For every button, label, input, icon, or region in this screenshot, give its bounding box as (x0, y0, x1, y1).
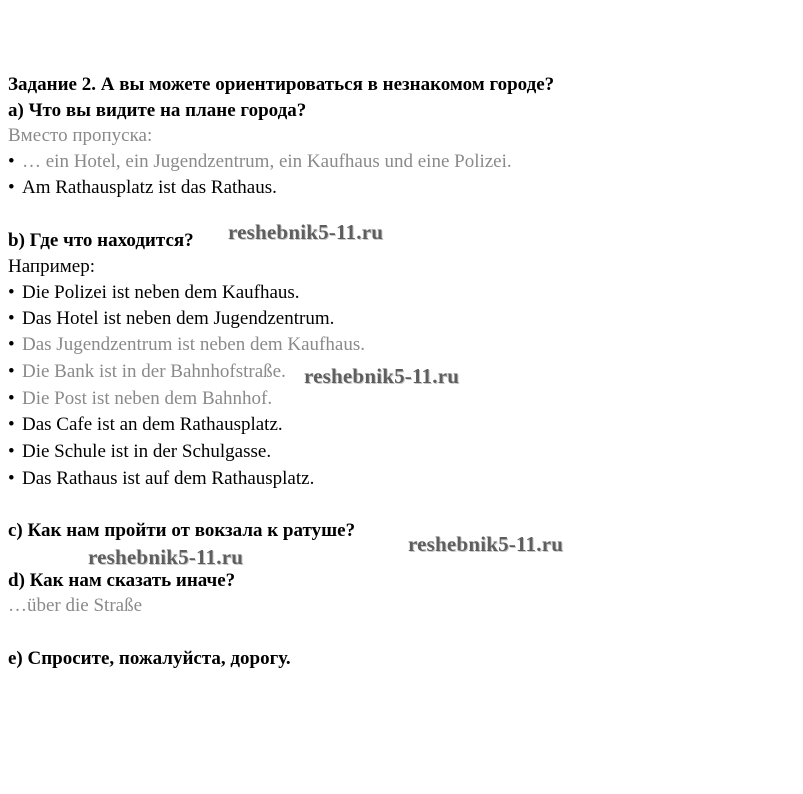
bullet-icon: • (8, 282, 15, 303)
list-item (8, 282, 300, 304)
list-item (8, 151, 512, 173)
list-item-text: Die Bank ist in der Bahnhofstraße. (22, 361, 286, 382)
section-a-heading: a) Что вы видите на плане города? (8, 100, 307, 121)
list-item (8, 361, 286, 383)
list-item (8, 468, 314, 490)
watermark: reshebnik5-11.ru (304, 364, 460, 388)
list-item (8, 308, 334, 330)
section-c-heading: c) Как нам пройти от вокзала к ратуше? (8, 520, 356, 541)
bullet-icon: • (8, 361, 15, 382)
section-a-intro: Вместо пропуска: (8, 125, 153, 146)
list-item (8, 441, 271, 463)
bullet-icon: • (8, 414, 15, 435)
bullet-icon: • (8, 468, 15, 489)
bullet-icon: • (8, 177, 15, 198)
watermark: reshebnik5-11.ru (408, 532, 564, 556)
watermark: reshebnik5-11.ru (228, 220, 384, 244)
section-b-heading: b) Где что находится? (8, 230, 194, 251)
section-e-heading: e) Спросите, пожалуйста, дорогу. (8, 648, 291, 669)
list-item-text: … ein Hotel, ein Jugendzentrum, ein Kaufhaus und eine Polizei. (22, 151, 512, 172)
list-item-text: Die Post ist neben dem Bahnhof. (22, 388, 273, 409)
section-d-heading: d) Как нам сказать иначе? (8, 570, 236, 591)
list-item-text: Das Hotel ist neben dem Jugendzentrum. (22, 308, 335, 329)
task-title: Задание 2. А вы можете ориентироваться в незнакомом городе? (8, 74, 555, 95)
list-item-text: Am Rathausplatz ist das Rathaus. (22, 177, 277, 198)
section-d-text: …über die Straße (8, 595, 143, 616)
list-item-text: Das Jugendzentrum ist neben dem Kaufhaus. (22, 334, 365, 355)
bullet-icon: • (8, 441, 15, 462)
list-item-text: Die Polizei ist neben dem Kaufhaus. (22, 282, 300, 303)
bullet-icon: • (8, 308, 15, 329)
list-item-text: Das Rathaus ist auf dem Rathausplatz. (22, 468, 315, 489)
list-item-text: Das Cafe ist an dem Rathausplatz. (22, 414, 283, 435)
list-item-text: Die Schule ist in der Schulgasse. (22, 441, 272, 462)
section-b-intro: Например: (8, 256, 95, 277)
watermark: reshebnik5-11.ru (88, 545, 244, 569)
bullet-icon: • (8, 388, 15, 409)
bullet-icon: • (8, 334, 15, 355)
list-item (8, 177, 277, 199)
list-item (8, 334, 365, 356)
bullet-icon: • (8, 151, 15, 172)
list-item (8, 388, 272, 410)
list-item (8, 414, 283, 436)
